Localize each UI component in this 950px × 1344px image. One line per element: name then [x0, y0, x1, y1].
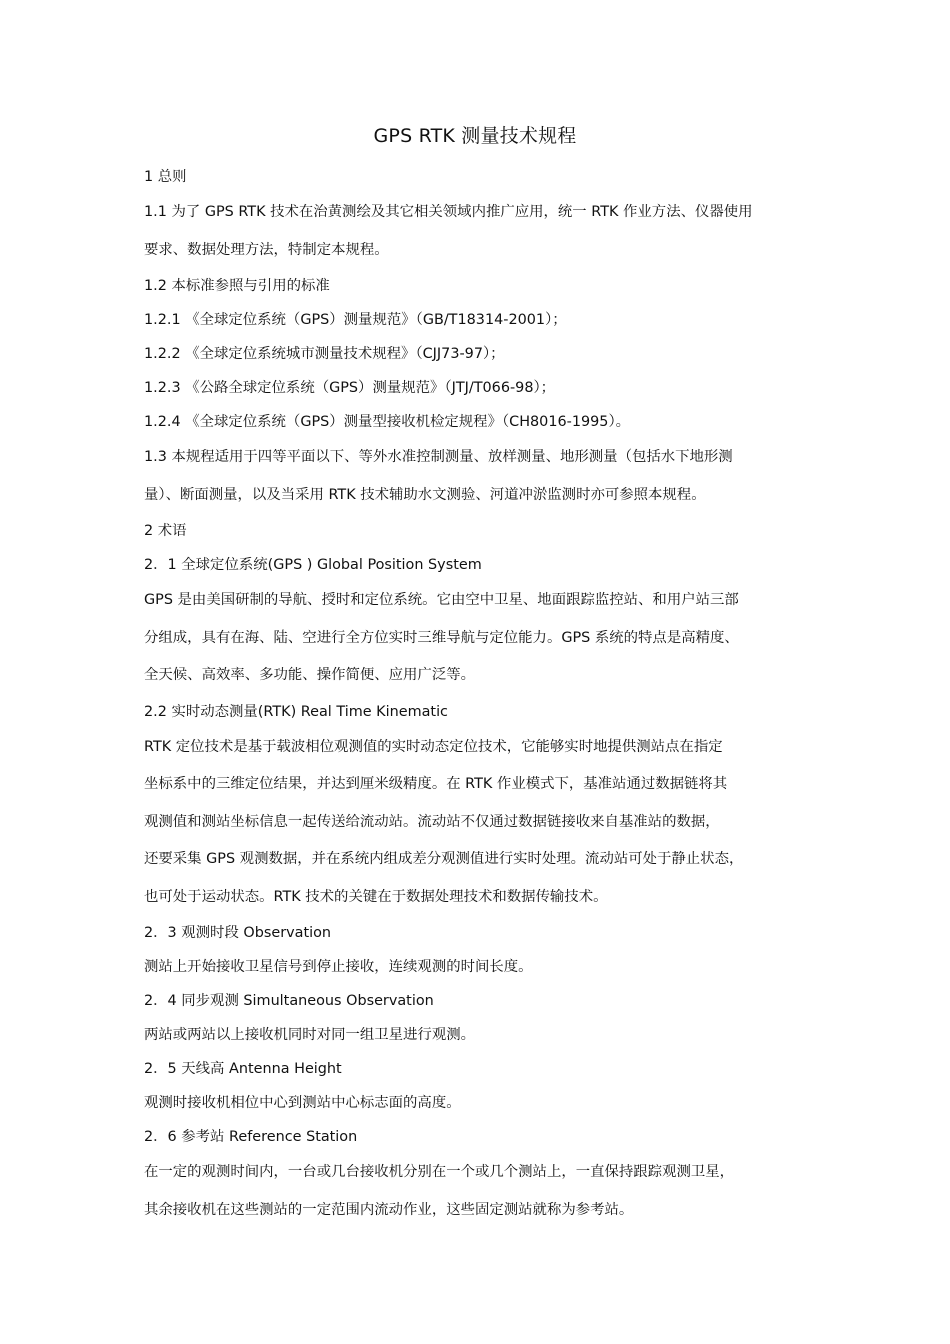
paragraph-line: 1.3 本规程适用于四等平面以下、等外水准控制测量、放样测量、地形测量（包括水下地形测 [144, 449, 733, 465]
section-heading: 1 总则 [144, 169, 187, 185]
term-heading: 2．6 参考站 Reference Station [144, 1129, 358, 1145]
section-heading: 2 术语 [144, 523, 187, 539]
document-title: GPS RTK 测量技术规程 [373, 125, 577, 147]
term-heading: 2.2 实时动态测量(RTK) Real Time Kinematic [144, 703, 448, 720]
term-heading: 2．4 同步观测 Simultaneous Observation [144, 993, 434, 1009]
paragraph-line: RTK 定位技术是基于载波相位观测值的实时动态定位技术，它能够实时地提供测站点在指定 [144, 738, 723, 755]
section-heading: 1.2 本标准参照与引用的标准 [144, 278, 330, 294]
term-heading: 2．5 天线高 Antenna Height [144, 1061, 342, 1077]
reference-item: 1.2.2 《全球定位系统城市测量技术规程》（CJJ73-97）； [144, 346, 505, 362]
paragraph-line: 坐标系中的三维定位结果，并达到厘米级精度。在 RTK 作业模式下，基准站通过数据链将其 [144, 776, 728, 792]
paragraph-line: 要求、数据处理方法，特制定本规程。 [144, 241, 389, 258]
paragraph-line: 在一定的观测时间内，一台或几台接收机分别在一个或几个测站上，一直保持跟踪观测卫星， [144, 1164, 735, 1180]
reference-item: 1.2.3 《公路全球定位系统（GPS）测量规范》（JTJ/T066-98）； [144, 380, 556, 396]
paragraph-line: 1.1 为了 GPS RTK 技术在治黄测绘及其它相关领域内推广应用，统一 RTK 作业方法、仪器使用 [144, 204, 753, 220]
paragraph-line: 两站或两站以上接收机同时对同一组卫星进行观测。 [144, 1027, 475, 1043]
paragraph-line: 测站上开始接收卫星信号到停止接收，连续观测的时间长度。 [144, 959, 533, 975]
paragraph-line: 观测值和测站坐标信息一起传送给流动站。流动站不仅通过数据链接收来自基准站的数据， [144, 813, 720, 830]
paragraph-line: 全天候、高效率、多功能、操作简便、应用广泛等。 [144, 667, 475, 683]
paragraph-line: 还要采集 GPS 观测数据，并在系统内组成差分观测值进行实时处理。流动站可处于静止状态， [144, 851, 744, 867]
paragraph-line: GPS 是由美国研制的导航、授时和定位系统。它由空中卫星、地面跟踪监控站、和用户站三部 [144, 592, 739, 608]
term-heading: 2．3 观测时段 Observation [144, 925, 332, 941]
paragraph-line: 观测时接收机相位中心到测站中心标志面的高度。 [144, 1095, 461, 1111]
term-heading: 2．1 全球定位系统(GPS ) Global Position System [144, 557, 482, 573]
reference-item: 1.2.4 《全球定位系统（GPS）测量型接收机检定规程》（CH8016-1995）。 [144, 414, 631, 430]
reference-item: 1.2.1 《全球定位系统（GPS）测量规范》（GB/T18314-2001）； [144, 312, 567, 328]
paragraph-line: 分组成，具有在海、陆、空进行全方位实时三维导航与定位能力。GPS 系统的特点是高精度、 [144, 629, 739, 646]
paragraph-line: 也可处于运动状态。RTK 技术的关键在于数据处理技术和数据传输技术。 [144, 888, 608, 905]
paragraph-line: 其余接收机在这些测站的一定范围内流动作业，这些固定测站就称为参考站。 [144, 1201, 634, 1218]
paragraph-line: 量）、断面测量，以及当采用 RTK 技术辅助水文测验、河道冲淤监测时亦可参照本规程。 [144, 486, 706, 503]
document-body [144, 160, 824, 1229]
